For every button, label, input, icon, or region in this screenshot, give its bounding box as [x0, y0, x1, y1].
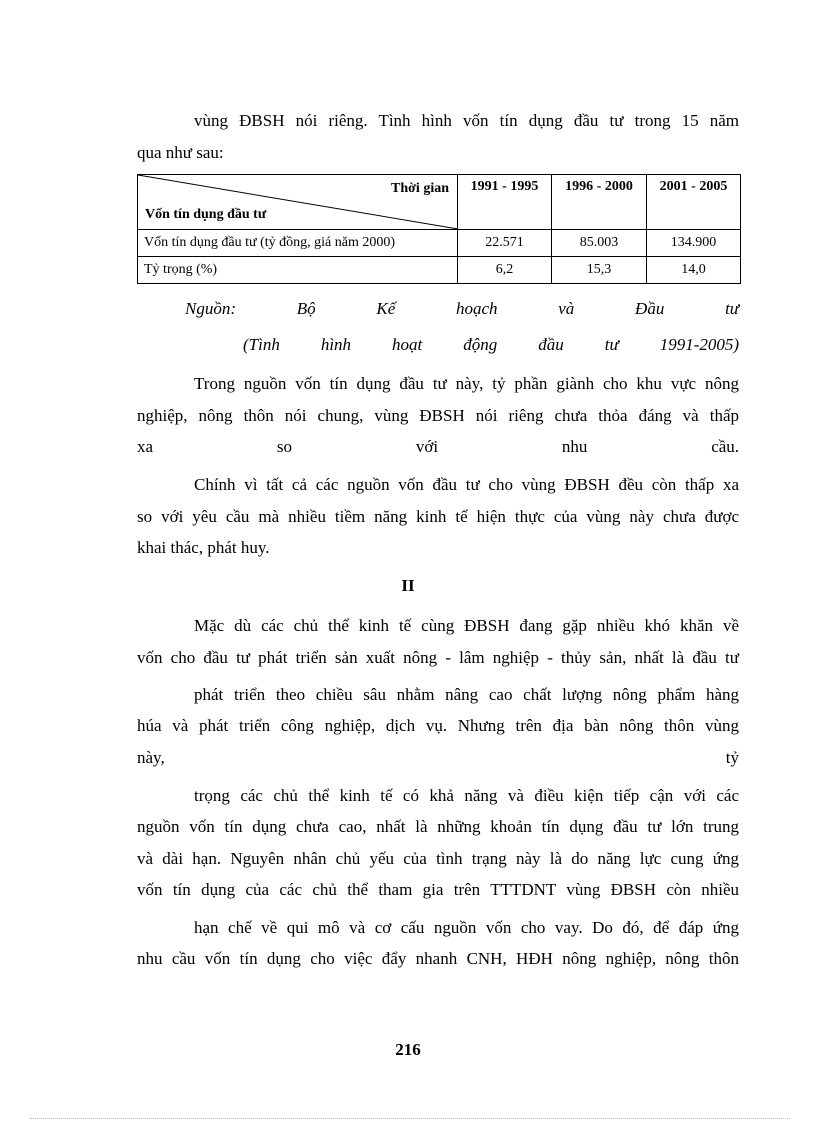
para1-line-2: nghiệp, nông thôn nói chung, vùng ĐBSH nói riêng chưa thỏa đáng và thấp [137, 406, 739, 425]
source-word: hoạt [392, 335, 423, 354]
source-word: Đầu [635, 299, 665, 318]
source-word: hình [320, 335, 352, 354]
para1-word: xa [137, 437, 154, 456]
source-word: 1991-2005) [659, 335, 740, 354]
row-label: Vốn tín dụng đầu tư (tỷ đồng, giá năm 2000) [138, 230, 458, 257]
para3-line-4: húa và phát triển công nghiệp, dịch vụ. Nhưng trên địa bàn nông thôn vùng [137, 716, 739, 735]
credit-table [137, 174, 741, 284]
source-word: và [558, 299, 575, 318]
para3-line-5 [137, 747, 739, 769]
source-word: (Tình [243, 335, 280, 354]
para3-word: này, [137, 748, 165, 767]
table-header-row [138, 175, 741, 230]
para3-line-2: vốn cho đầu tư phát triển sản xuất nông - lâm nghiệp - thủy sản, nhất là đầu tư [137, 648, 739, 667]
column-header: 2001 - 2005 [647, 175, 741, 230]
para3-line-9: vốn tín dụng của các chủ thể tham gia trên TTTDNT vùng ĐBSH còn nhiều [137, 880, 739, 899]
source-word: tư [725, 299, 740, 318]
table-cell: 6,2 [458, 257, 552, 284]
para3-word: tỷ [725, 748, 739, 767]
para3-line-1: Mặc dù các chủ thể kinh tế cùng ĐBSH đang gặp nhiều khó khăn về [194, 616, 739, 635]
footer-divider [30, 1118, 790, 1119]
table-row [138, 230, 741, 257]
para3-line-11: nhu cầu vốn tín dụng cho việc đẩy nhanh CNH, HĐH nông nghiệp, nông thôn [137, 949, 739, 968]
intro-line-2: qua như sau: [137, 143, 224, 162]
section-heading: II [401, 576, 415, 595]
column-header: 1991 - 1995 [458, 175, 552, 230]
source-word: động [463, 335, 498, 354]
column-header: 1996 - 2000 [552, 175, 647, 230]
para1-word: với [415, 437, 439, 456]
page-number: 216 [395, 1040, 421, 1059]
table-corner-cell [138, 175, 458, 230]
para1-line-3 [137, 436, 739, 458]
source-word: Nguồn: [185, 299, 236, 318]
para3-line-10: hạn chế về qui mô và cơ cấu nguồn vốn cho vay. Do đó, để đáp ứng [194, 918, 739, 937]
source-line-2 [243, 334, 739, 356]
source-word: đầu [538, 335, 564, 354]
source-word: hoạch [455, 299, 498, 318]
table-cell: 134.900 [647, 230, 741, 257]
para2-line-2: so với yêu cầu mà nhiều tiềm năng kinh tế hiện thực của vùng này chưa được [137, 507, 739, 526]
para1-word: nhu [561, 437, 588, 456]
table-cell: 14,0 [647, 257, 741, 284]
para3-line-7: nguồn vốn tín dụng chưa cao, nhất là những khoản tín dụng đầu tư lớn trung [137, 817, 739, 836]
corner-bottom-label: Vốn tín dụng đầu tư [145, 207, 267, 222]
para3-line-6: trọng các chủ thể kinh tế có khả năng và điều kiện tiếp cận với các [194, 786, 739, 805]
para3-line-3: phát triển theo chiều sâu nhằm nâng cao chất lượng nông phẩm hàng [194, 685, 739, 704]
intro-line-1: vùng ĐBSH nói riêng. Tình hình vốn tín dụng đầu tư trong 15 năm [194, 111, 739, 130]
para1-word: cầu. [711, 437, 740, 456]
para2-line-3: khai thác, phát huy. [137, 538, 270, 557]
corner-top-label: Thời gian [391, 181, 449, 196]
row-label: Tỷ trọng (%) [138, 257, 458, 284]
para1-word: so [276, 437, 292, 456]
table-cell: 85.003 [552, 230, 647, 257]
source-word: Bộ [296, 299, 316, 318]
para3-line-8: và dài hạn. Nguyên nhân chủ yếu của tình trạng này là do năng lực cung ứng [137, 849, 739, 868]
table-cell: 22.571 [458, 230, 552, 257]
table-row [138, 257, 741, 284]
source-word: Kế [376, 299, 396, 318]
source-word: tư [604, 335, 619, 354]
para1-line-1: Trong nguồn vốn tín dụng đầu tư này, tỷ phần giành cho khu vực nông [194, 374, 739, 393]
para2-line-1: Chính vì tất cả các nguồn vốn đầu tư cho vùng ĐBSH đều còn thấp xa [194, 475, 739, 494]
source-line-1 [185, 298, 739, 320]
table-cell: 15,3 [552, 257, 647, 284]
